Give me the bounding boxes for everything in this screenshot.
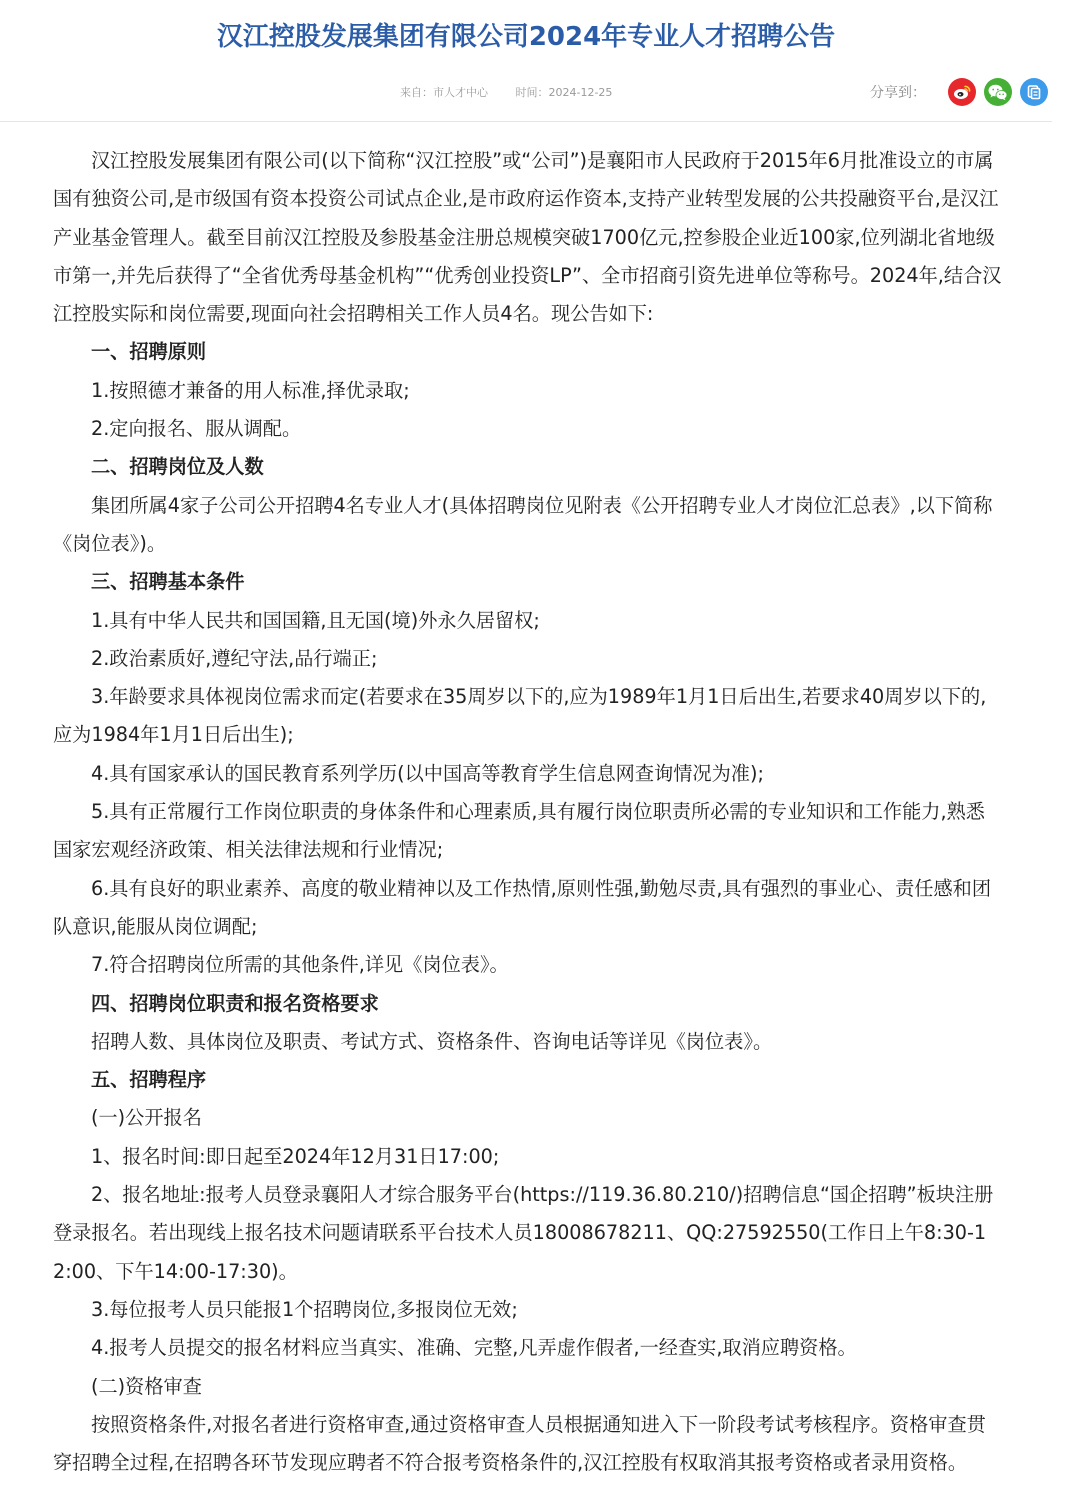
intro-paragraph: 汉江控股发展集团有限公司(以下简称“汉江控股”或“公司”)是襄阳市人民政府于2015年6月批准设立的市属国有独资公司,是市级国有资本投资公司试点企业,是市政府运作资本,支持产业转型发展的公共投融资平台,是汉江产业基金管理人。截至目前汉江控股及参股基金注册总规模突破1700亿元,控参股企业近100家,位列湖北省地级市第一,并先后获得了“全省优秀母基金机构”“优秀创业投资LP”、全市招商引资先进单位等称号。2024年,结合汉江控股实际和岗位需要,现面向社会招聘相关工作人员4名。现公告如下: [53, 149, 1002, 326]
paragraph: 按照资格条件,对报名者进行资格审查,通过资格审查人员根据通知进入下一阶段考试考核程序。资格审查贯穿招聘全过程,在招聘各环节发现应聘者不符合报考资格条件的,汉江控股有权取消其报考资格或者录用资格。 [53, 1412, 986, 1475]
section-heading: 五、招聘程序 [91, 1068, 207, 1092]
wechat-icon [988, 84, 1008, 101]
weibo-icon [953, 84, 971, 100]
copy-share-button[interactable] [1020, 78, 1048, 106]
paragraph: 3.年龄要求具体视岗位需求而定(若要求在35周岁以下的,应为1989年1月1日后出生,若要求40周岁以下的,应为1984年1月1日后出生); [53, 685, 987, 747]
paragraph: 1.具有中华人民共和国国籍,且无国(境)外永久居留权; [91, 608, 540, 632]
paragraph: 1、报名时间:即日起至2024年12月31日17:00; [91, 1144, 500, 1168]
paragraph: 2、报名地址:报考人员登录襄阳人才综合服务平台(https://119.36.80.210/)招聘信息“国企招聘”板块注册登录报名。若出现线上报名技术问题请联系平台技术人员18008678211、QQ:27592550(工作日上午8:30-12:00、下午14:00-17:30)。 [53, 1183, 994, 1283]
paragraph: 5.具有正常履行工作岗位职责的身体条件和心理素质,具有履行岗位职责所必需的专业知识和工作能力,熟悉国家宏观经济政策、相关法律法规和行业情况; [53, 800, 985, 862]
paragraph: 2.定向报名、服从调配。 [91, 417, 302, 441]
wechat-share-button[interactable] [984, 78, 1012, 106]
paragraph: 4.具有国家承认的国民教育系列学历(以中国高等教育学生信息网查询情况为准); [91, 761, 764, 785]
article-time: 时间：2024-12-25 [515, 86, 613, 99]
section-heading: 四、招聘岗位职责和报名资格要求 [91, 991, 379, 1015]
section-heading: 一、招聘原则 [91, 340, 207, 364]
weibo-share-button[interactable] [948, 78, 976, 106]
sub-heading: (二)资格审查 [91, 1374, 202, 1398]
paragraph: 2.政治素质好,遵纪守法,品行端正; [91, 646, 378, 670]
article-source: 来自：市人才中心 [400, 86, 488, 99]
paragraph: 集团所属4家子公司公开招聘4名专业人才(具体招聘岗位见附表《公开招聘专业人才岗位汇总表》,以下简称《岗位表》)。 [53, 493, 993, 555]
share-bar [870, 78, 1056, 106]
paragraph: 1.按照德才兼备的用人标准,择优录取; [91, 378, 410, 402]
share-label: 分享到： [870, 85, 926, 101]
paragraph: 3.每位报考人员只能报1个招聘岗位,多报岗位无效; [91, 1297, 518, 1321]
section-heading: 三、招聘基本条件 [91, 570, 245, 594]
sub-heading: (一)公开报名 [91, 1106, 202, 1130]
page-title: 汉江控股发展集团有限公司2024年专业人才招聘公告 [216, 22, 836, 52]
article-body [53, 142, 1003, 1482]
paragraph: 6.具有良好的职业素养、高度的敬业精神以及工作热情,原则性强,勤勉尽责,具有强烈的事业心、责任感和团队意识,能服从岗位调配; [53, 876, 992, 938]
section-heading: 二、招聘岗位及人数 [91, 455, 264, 479]
article-header [0, 0, 1080, 123]
copy-icon [1026, 84, 1042, 100]
article-meta [400, 86, 636, 100]
paragraph: 7.符合招聘岗位所需的其他条件,详见《岗位表》。 [91, 953, 509, 977]
paragraph: 4.报考人员提交的报名材料应当真实、准确、完整,凡弄虚作假者,一经查实,取消应聘资格。 [91, 1336, 857, 1360]
header-divider [0, 121, 1052, 122]
paragraph: 招聘人数、具体岗位及职责、考试方式、资格条件、咨询电话等详见《岗位表》。 [91, 1029, 773, 1053]
